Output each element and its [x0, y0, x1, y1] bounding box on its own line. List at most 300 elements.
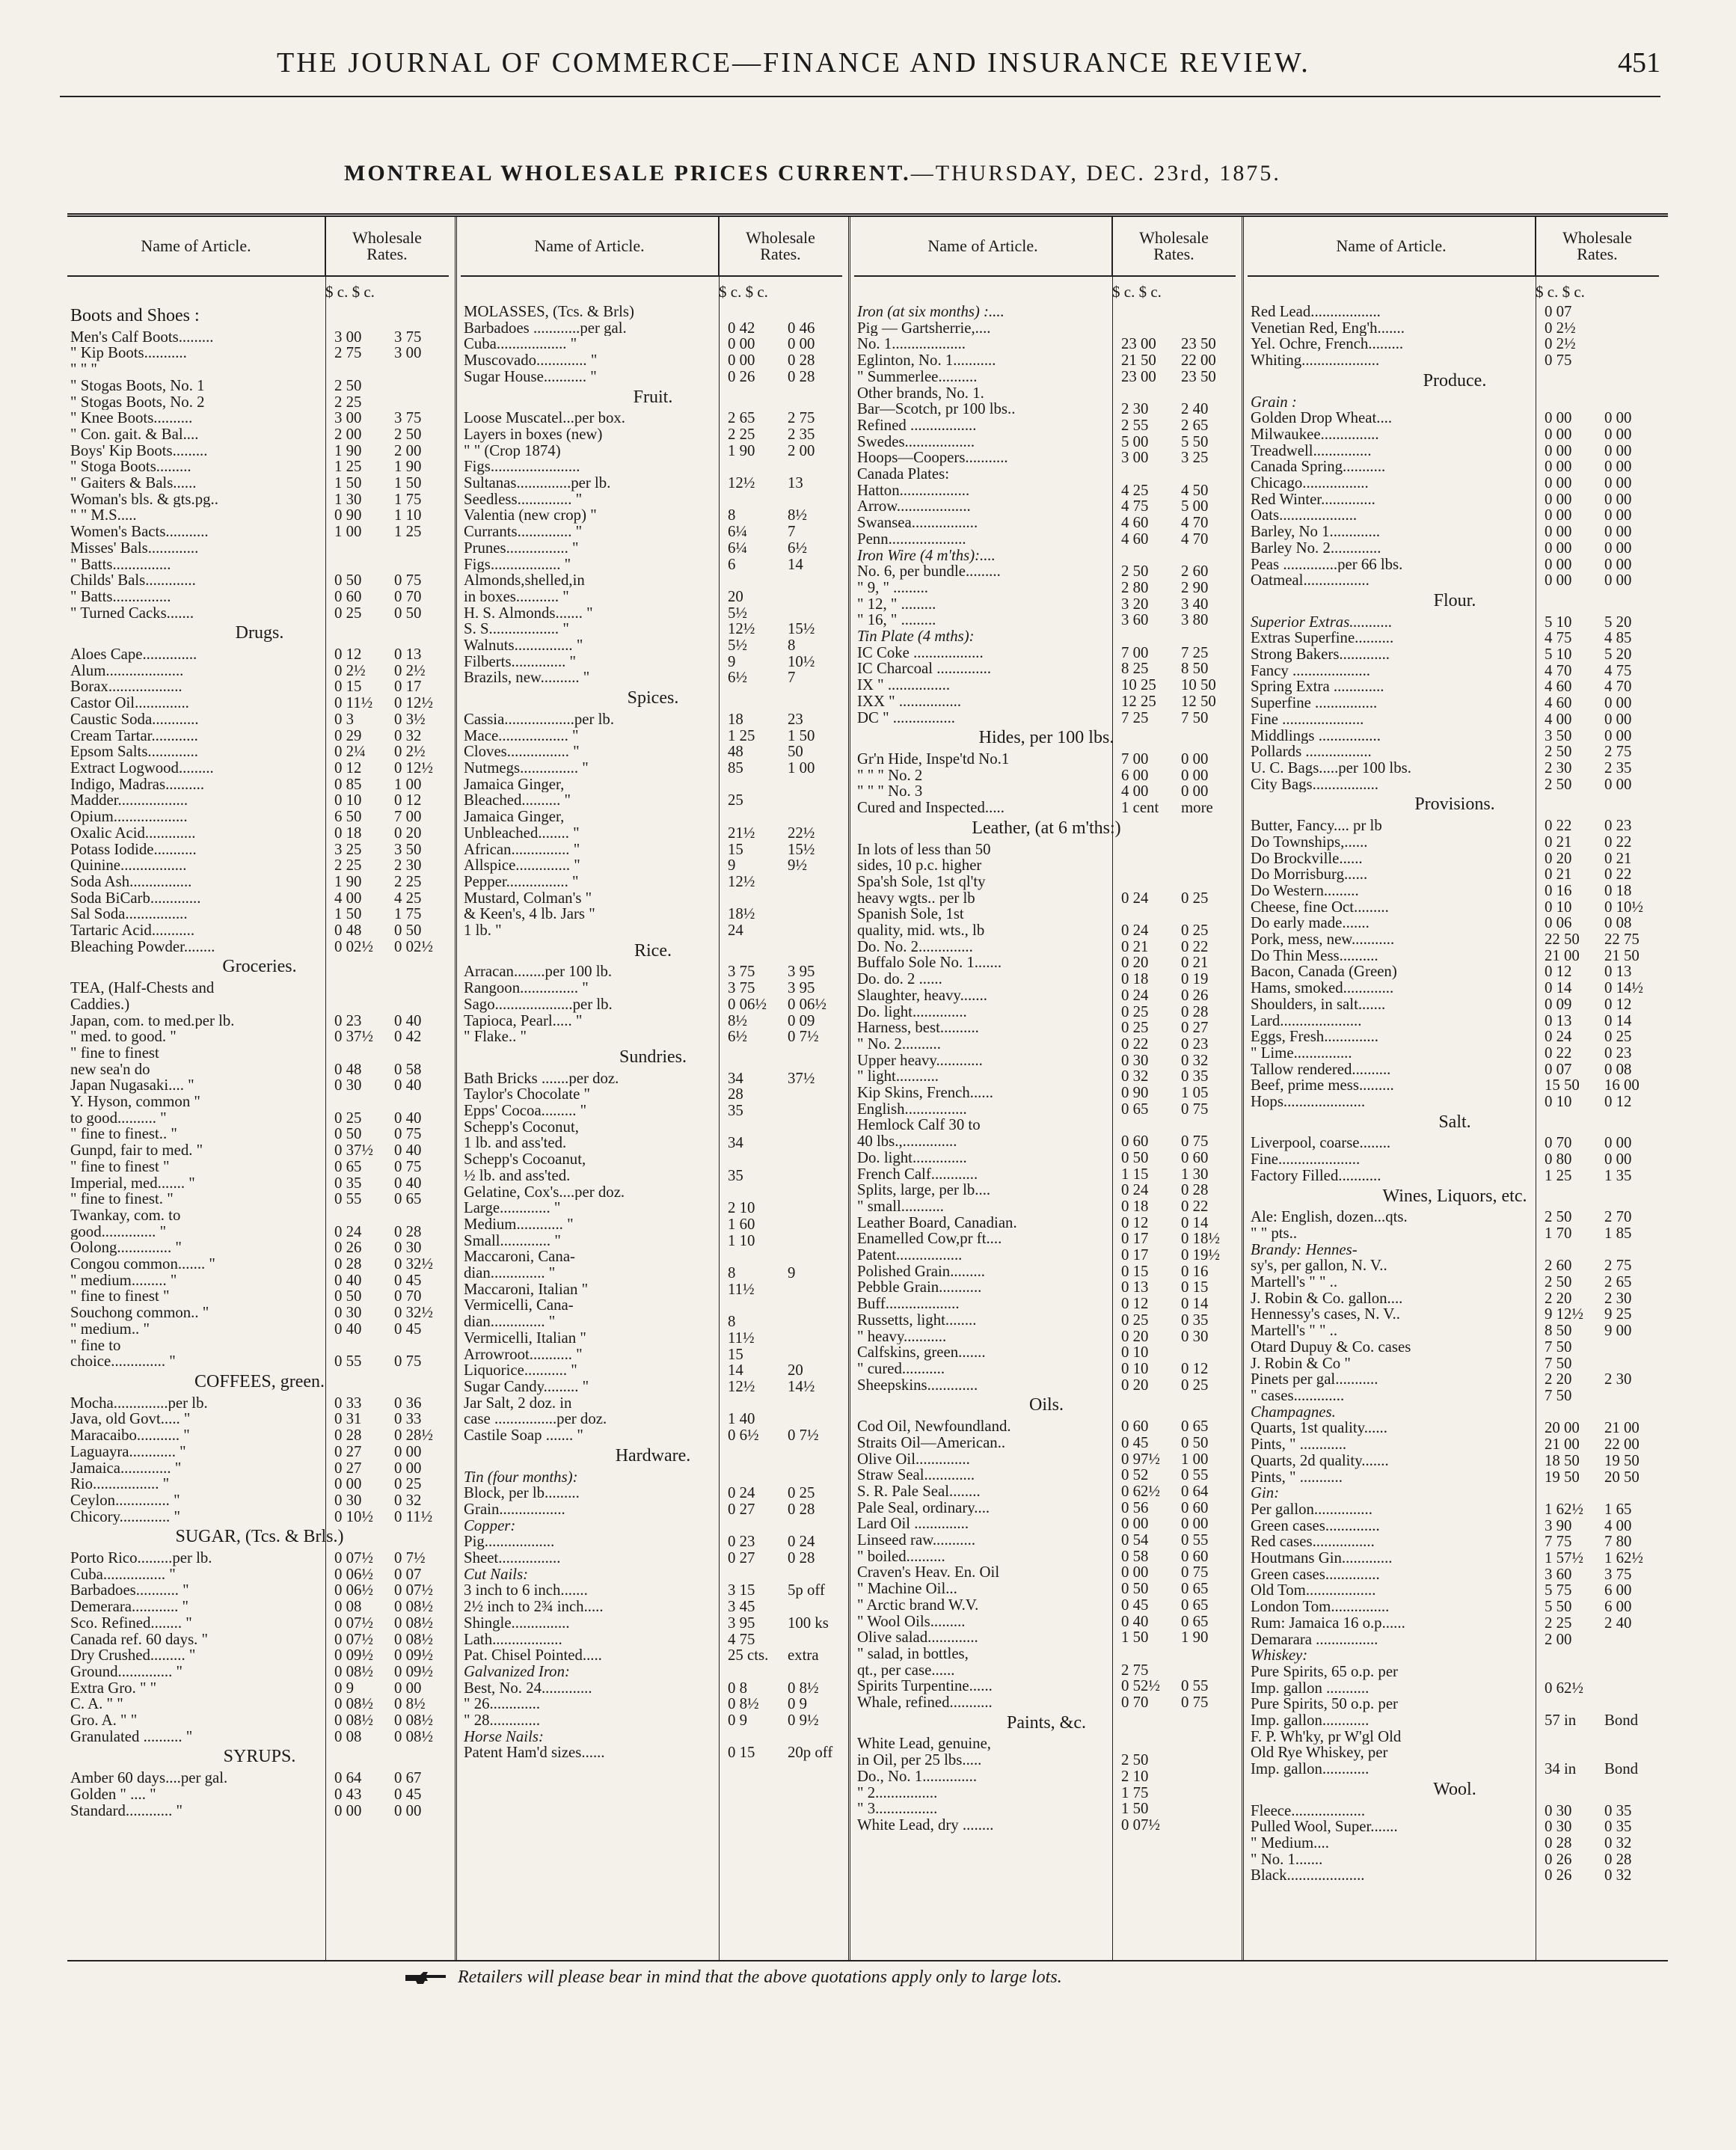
- rate-high: 0 14: [1181, 1295, 1209, 1313]
- rate-low: 2 60: [1545, 1257, 1572, 1275]
- rate-low: 0 00: [728, 335, 755, 353]
- rate-high: 1 30: [1181, 1165, 1209, 1183]
- rate-low: 15 50: [1545, 1076, 1580, 1094]
- rate-low: 0 12: [334, 759, 362, 777]
- article-name: Almonds,shelled,in: [464, 572, 585, 589]
- rate-high: 2 00: [394, 441, 422, 459]
- rate-low: 57 in: [1545, 1712, 1577, 1730]
- rate-low: 0 33: [334, 1394, 362, 1412]
- price-row: [67, 1615, 449, 1632]
- rate-high: 0 28½: [394, 1427, 433, 1445]
- price-row: [854, 874, 1236, 890]
- rate-high: 0 13: [1604, 963, 1632, 981]
- article-name: White Lead, dry ........: [857, 1816, 994, 1834]
- rate-low: [719, 1297, 788, 1314]
- price-row: [67, 1094, 449, 1110]
- article-name: F. P. Wh'ky, pr W'gl Old: [1251, 1728, 1402, 1745]
- rate-high: 0 32: [1604, 1866, 1632, 1884]
- rate-low: 0 85: [334, 775, 362, 793]
- article-name: IXX " ................: [857, 693, 962, 710]
- price-row: [461, 557, 842, 573]
- rate-low: 2 20: [1545, 1289, 1572, 1307]
- article-name: Green cases..............: [1251, 1517, 1380, 1534]
- rate-low: 2 55: [1121, 416, 1149, 434]
- article-name: " 26.............: [464, 1696, 541, 1713]
- article-name: Vermicelli, Italian ": [464, 1329, 586, 1347]
- price-row: [67, 1566, 449, 1583]
- rate-high: [788, 922, 842, 939]
- price-row: [67, 1550, 449, 1566]
- price-row: [1248, 1323, 1659, 1339]
- rate-low: 0 07: [1545, 1060, 1572, 1078]
- rate-low: 0 21: [1121, 937, 1149, 955]
- price-row: [854, 320, 1236, 337]
- article-name: " Lime...............: [1251, 1044, 1352, 1062]
- rate-high: 100 ks: [788, 1614, 829, 1632]
- rate-high: [788, 874, 842, 890]
- rate-low: 3 00: [334, 409, 362, 427]
- rate-low: 0 00: [1545, 425, 1572, 443]
- article-name: Hatton..................: [857, 482, 970, 499]
- rate-low: 14: [728, 1362, 743, 1379]
- price-row: [854, 596, 1236, 613]
- rate-low: 0 08: [334, 1598, 362, 1616]
- rate-low: 0 16: [1545, 881, 1572, 899]
- rate-low: 2 50: [1545, 775, 1572, 793]
- price-row: [854, 1036, 1236, 1053]
- article-name: Factory Filled...........: [1251, 1167, 1381, 1184]
- rate-low: 0 90: [1121, 1084, 1149, 1102]
- article-name: In lots of less than 50: [857, 841, 991, 858]
- rate-high: 21 00: [1604, 1419, 1640, 1437]
- article-name: Eggs, Fresh..............: [1251, 1029, 1378, 1045]
- price-row: [1248, 834, 1659, 851]
- price-row: [854, 645, 1236, 661]
- rate-high: [394, 361, 449, 378]
- price-row: [461, 1550, 842, 1566]
- rate-low: 0 2¼: [334, 743, 366, 761]
- rate-low: 0 10: [1121, 1344, 1149, 1362]
- article-name: Quarts, 2d quality.......: [1251, 1452, 1389, 1469]
- article-name: White Lead, genuine,: [857, 1736, 992, 1753]
- column-header: [461, 217, 842, 277]
- price-row: [1248, 1803, 1659, 1819]
- article-name: S. R. Pale Seal........: [857, 1483, 981, 1500]
- price-row: [1248, 1151, 1659, 1168]
- article-name: Eglinton, No. 1...........: [857, 352, 996, 369]
- article-name: in Oil, per 25 lbs.....: [857, 1752, 982, 1768]
- rate-high: [788, 1566, 842, 1583]
- price-row: [1248, 1013, 1659, 1029]
- rate-high: 2 35: [1604, 759, 1632, 777]
- rate-high: 0 75: [394, 1157, 422, 1175]
- article-name: Porto Rico.........per lb.: [70, 1550, 212, 1566]
- section-title: Wines, Liquors, etc.: [1382, 1186, 1527, 1206]
- rate-high: 0 35: [1181, 1311, 1209, 1329]
- rate-high: 6½: [788, 539, 807, 557]
- price-row: [67, 906, 449, 922]
- rates-column-rule: [1112, 217, 1113, 1960]
- price-row: [67, 1338, 449, 1354]
- rate-low: 2 25: [334, 857, 362, 875]
- price-row: [1248, 491, 1659, 508]
- price-row: [461, 1647, 842, 1664]
- article-name: Brazils, new.......... ": [464, 670, 590, 687]
- article-name: Barbadoes........... ": [70, 1582, 189, 1599]
- price-row: [854, 1215, 1236, 1231]
- rate-high: 0 65: [1181, 1596, 1209, 1614]
- rate-low: 0 08½: [334, 1695, 373, 1713]
- rate-high: [788, 1200, 842, 1216]
- price-row: [67, 1460, 449, 1477]
- price-row: [1248, 1729, 1659, 1745]
- price-row: [854, 783, 1236, 800]
- rate-low: 2 00: [1545, 1630, 1572, 1648]
- price-row: [461, 1680, 842, 1697]
- rate-high: 0 00: [1604, 694, 1632, 712]
- article-name: Cuba.................. ": [464, 336, 577, 353]
- rate-high: 15½: [788, 840, 815, 858]
- article-name: Twankay, com. to: [70, 1207, 181, 1224]
- article-name: Gro. A. " ": [70, 1712, 138, 1729]
- rate-low: 8: [728, 506, 736, 524]
- rate-high: [788, 1518, 842, 1534]
- article-name: & Keen's, 4 lb. Jars ": [464, 906, 595, 923]
- rate-high: [1181, 1752, 1236, 1768]
- rate-low: 0 06: [1545, 914, 1572, 932]
- article-name: Rangoon............... ": [464, 980, 589, 996]
- article-name: No. 6, per bundle.........: [857, 563, 1001, 580]
- rate-low: [1536, 1729, 1604, 1745]
- rate-high: 0 19: [1181, 970, 1209, 988]
- price-row: [461, 1362, 842, 1379]
- rate-high: 0 09½: [394, 1662, 433, 1680]
- article-name: Boys' Kip Boots.........: [70, 442, 208, 459]
- rate-low: 0 17: [1121, 1230, 1149, 1248]
- rate-low: 2 50: [1545, 743, 1572, 761]
- wholesale-rates-header: [1535, 217, 1659, 275]
- rate-low: 2 00: [334, 425, 362, 443]
- rate-low: 22 50: [1545, 931, 1580, 949]
- price-row: [67, 1126, 449, 1142]
- rates-header-line2: Rates.: [1153, 245, 1194, 263]
- price-row: [854, 336, 1236, 352]
- article-name: Granulated .......... ": [70, 1728, 193, 1745]
- rate-low: 0 21: [1545, 833, 1572, 851]
- rate-low: 28: [728, 1085, 743, 1103]
- rate-low: 0 07½: [334, 1630, 373, 1648]
- rate-low: [1112, 304, 1181, 320]
- article-name: " Medium....: [1251, 1834, 1329, 1852]
- price-row: [461, 1534, 842, 1550]
- article-name: Madder..................: [70, 792, 188, 809]
- rate-low: 0 2½: [1545, 335, 1576, 353]
- price-row: [854, 1801, 1236, 1817]
- rate-low: 0 08: [334, 1727, 362, 1745]
- price-row: [1248, 1045, 1659, 1062]
- article-name: " Stogas Boots, No. 2: [70, 393, 205, 411]
- section-heading: [461, 939, 842, 964]
- rate-low: 0 97½: [1121, 1450, 1160, 1468]
- rate-high: [1181, 1117, 1236, 1133]
- article-name: Dry Crushed......... ": [70, 1647, 196, 1664]
- price-row: [67, 890, 449, 907]
- article-name: " small...........: [857, 1198, 944, 1215]
- price-row: [67, 1664, 449, 1680]
- article-name: Pollards .................: [1251, 744, 1372, 760]
- article-name: Spring Extra .............: [1251, 679, 1384, 696]
- rate-low: [719, 1664, 788, 1680]
- rate-low: 4 75: [1545, 629, 1572, 647]
- rate-low: 4 00: [1545, 710, 1572, 728]
- article-name: Seedless.............. ": [464, 491, 583, 508]
- rate-low: 0 27: [728, 1549, 755, 1567]
- rate-high: 0 00: [1604, 555, 1632, 573]
- rate-high: [394, 378, 449, 394]
- rate-high: 0 75: [394, 1125, 422, 1143]
- rate-high: 0 50: [394, 922, 422, 940]
- price-row: [854, 677, 1236, 693]
- price-row: [854, 563, 1236, 580]
- article-name: " cured...........: [857, 1361, 945, 1377]
- price-row: [67, 825, 449, 842]
- rate-high: [1181, 1801, 1236, 1817]
- rate-low: 3 00: [1121, 449, 1149, 467]
- rate-high: 2 65: [1181, 416, 1209, 434]
- title-main: MONTREAL WHOLESALE PRICES CURRENT.: [344, 161, 911, 186]
- rate-high: 0 06½: [788, 995, 826, 1013]
- price-row: [854, 768, 1236, 784]
- rate-low: [1112, 466, 1181, 483]
- rate-high: [1181, 1736, 1236, 1752]
- price-row: [854, 1377, 1236, 1394]
- article-name: Maracaibo........... ": [70, 1427, 190, 1444]
- article-name: Pig..................: [464, 1534, 555, 1551]
- rate-high: [1604, 1632, 1659, 1648]
- article-name: S. S.................. ": [464, 621, 569, 638]
- price-row: [1248, 320, 1659, 337]
- wholesale-rates-header: [718, 217, 842, 275]
- article-name: Do. do. 2 ......: [857, 971, 942, 987]
- rate-low: [1112, 628, 1181, 645]
- article-name: Aloes Cape..............: [70, 646, 197, 663]
- rate-low: 25 cts.: [728, 1647, 769, 1664]
- article-name: new sea'n do: [70, 1061, 150, 1078]
- rate-high: [788, 890, 842, 907]
- rate-high: 0 75: [1181, 1100, 1209, 1118]
- article-name: 2½ inch to 2¾ inch.....: [464, 1599, 604, 1615]
- rate-low: 0 24: [1121, 922, 1149, 940]
- rate-high: 0 2½: [394, 743, 426, 761]
- rate-high: 15½: [788, 620, 815, 638]
- rate-low: 0 00: [1545, 506, 1572, 524]
- price-row: [67, 507, 449, 524]
- rate-high: 0 12: [1181, 1360, 1209, 1377]
- section-heading: [67, 1745, 449, 1770]
- title-date: —THURSDAY, DEC. 23rd, 1875.: [910, 161, 1281, 186]
- rate-high: 0 28: [1181, 1181, 1209, 1199]
- article-name: Gelatine, Cox's....per doz.: [464, 1183, 625, 1201]
- rate-low: 0 26: [728, 367, 755, 385]
- price-row: [67, 605, 449, 622]
- article-name: Epps' Cocoa......... ": [464, 1103, 587, 1119]
- price-row: [461, 922, 842, 939]
- section-title: Oils.: [1028, 1395, 1064, 1415]
- price-row: [461, 572, 842, 589]
- article-name: MOLASSES, (Tcs. & Brls): [464, 304, 634, 320]
- article-name: Cloves................ ": [464, 744, 580, 760]
- rate-low: [1536, 1242, 1604, 1258]
- rate-high: [1181, 304, 1236, 320]
- rate-high: 0 25: [1181, 922, 1209, 940]
- article-name: U. C. Bags.....per 100 lbs.: [1251, 759, 1411, 777]
- article-name: Oolong.............. ": [70, 1240, 182, 1257]
- article-name: Quarts, 1st quality......: [1251, 1420, 1387, 1437]
- footer-text: Retailers will please bear in mind that the above quotations apply only to large lots.: [458, 1967, 1062, 1987]
- rate-high: [1604, 1729, 1659, 1745]
- rate-high: 2 30: [394, 857, 422, 875]
- article-name: Iron Wire (4 m'ths):....: [857, 547, 996, 564]
- price-row: [854, 1768, 1236, 1785]
- price-row: [1248, 1371, 1659, 1388]
- article-name: Polished Grain.........: [857, 1263, 985, 1280]
- rate-high: 4 50: [1181, 481, 1209, 499]
- rate-high: 0 13: [394, 646, 422, 664]
- article-name: dian.............. ": [464, 1265, 556, 1281]
- rate-low: 8 50: [1545, 1322, 1572, 1340]
- rate-high: 0 75: [394, 572, 422, 589]
- rate-low: 1 30: [334, 490, 362, 508]
- price-row: [1248, 1077, 1659, 1094]
- article-name: No. 1...................: [857, 336, 966, 353]
- article-name: Iron (at six months) :....: [857, 304, 1005, 320]
- rate-low: [325, 1338, 394, 1354]
- rate-high: 4 70: [1181, 530, 1209, 548]
- article-name: Swedes..................: [857, 433, 975, 450]
- rate-high: 16 00: [1604, 1076, 1640, 1094]
- rate-low: 35: [728, 1102, 743, 1120]
- price-row: [854, 1296, 1236, 1312]
- article-name: Fleece...................: [1251, 1802, 1366, 1819]
- price-row: [67, 1175, 449, 1192]
- rate-high: 2 65: [1604, 1273, 1632, 1291]
- rate-low: 0 24: [1121, 986, 1149, 1004]
- rate-high: 0 67: [394, 1769, 422, 1787]
- price-row: [854, 800, 1236, 816]
- rate-low: 19 50: [1545, 1468, 1580, 1486]
- rate-low: 0 24: [728, 1484, 755, 1502]
- article-name: Woman's bls. & gts.pg..: [70, 491, 218, 508]
- rate-high: 0 28: [1604, 1850, 1632, 1868]
- rate-low: 0 06½: [334, 1581, 373, 1599]
- rate-high: 0 28: [788, 352, 815, 370]
- price-row: [1248, 507, 1659, 524]
- article-name: Misses' Bals.............: [70, 539, 199, 557]
- price-row: [854, 548, 1236, 564]
- rate-low: 0 70: [1545, 1134, 1572, 1152]
- section-title: Rice.: [634, 940, 672, 961]
- article-name: " salad, in bottles,: [857, 1645, 969, 1662]
- article-name: C. A. " ": [70, 1696, 123, 1713]
- rate-high: 0 19½: [1181, 1246, 1220, 1264]
- price-row: [854, 890, 1236, 907]
- rate-high: 0 08½: [394, 1712, 433, 1730]
- price-row: [67, 1321, 449, 1338]
- price-row: [461, 1233, 842, 1249]
- price-row: [461, 777, 842, 793]
- article-name: Lard Oil ..............: [857, 1516, 969, 1533]
- rate-low: 7 00: [1121, 643, 1149, 661]
- article-name: Cut Nails:: [464, 1566, 529, 1583]
- rate-low: 0 30: [334, 1076, 362, 1094]
- rate-low: 1 90: [728, 441, 755, 459]
- article-name: qt., per case......: [857, 1661, 955, 1679]
- rate-low: [719, 777, 788, 793]
- article-name: Canada ref. 60 days. ": [70, 1631, 209, 1648]
- rate-low: 0 23: [728, 1533, 755, 1551]
- price-row: [854, 1101, 1236, 1118]
- price-row: [461, 980, 842, 996]
- article-name: Castile Soap ....... ": [464, 1427, 583, 1444]
- rate-low: 2 50: [1121, 563, 1149, 581]
- column-separator: [1242, 217, 1244, 1960]
- rate-low: 6 00: [1121, 766, 1149, 784]
- price-row: [67, 1712, 449, 1729]
- rate-high: 1 75: [394, 905, 422, 923]
- article-name: Golden " .... ": [70, 1786, 156, 1803]
- price-row: [854, 304, 1236, 320]
- price-row: [461, 874, 842, 890]
- section-heading: [1248, 1110, 1659, 1136]
- rate-low: 9 12½: [1545, 1305, 1583, 1323]
- rate-high: 0 32: [1181, 1051, 1209, 1069]
- article-name: Horse Nails:: [464, 1728, 544, 1745]
- price-row: [1248, 1029, 1659, 1045]
- price-row: [67, 1110, 449, 1127]
- article-name: Calfskins, green.......: [857, 1344, 986, 1361]
- rate-high: 0 00: [1604, 572, 1632, 589]
- rate-high: 0 12: [1604, 1093, 1632, 1111]
- rate-high: 5 20: [1604, 646, 1632, 664]
- rate-low: 8½: [728, 1011, 747, 1029]
- article-name: Y. Hyson, common ": [70, 1094, 200, 1110]
- price-row: [461, 320, 842, 337]
- article-name: Castor Oil..............: [70, 695, 189, 711]
- rate-high: 2 50: [394, 425, 422, 443]
- price-row: [461, 964, 842, 980]
- rate-low: 0 48: [334, 1060, 362, 1078]
- price-row: [67, 394, 449, 411]
- rate-high: 5p off: [788, 1581, 825, 1599]
- rate-high: 0 00: [1604, 474, 1632, 492]
- section-heading: [461, 385, 842, 411]
- price-row: [67, 980, 449, 996]
- rate-low: 3 75: [728, 979, 755, 997]
- price-row: [1248, 1356, 1659, 1372]
- rate-low: 0 40: [334, 1320, 362, 1338]
- article-name: Harness, best..........: [857, 1020, 979, 1036]
- rate-high: 7 25: [1181, 643, 1209, 661]
- price-row: [67, 524, 449, 540]
- rate-low: 3 15: [728, 1581, 755, 1599]
- article-name: Pure Spirits, 65 o.p. per: [1251, 1663, 1398, 1680]
- rate-high: [1604, 304, 1659, 320]
- rate-high: Bond: [1604, 1760, 1639, 1778]
- article-name: Pints, " ...........: [1251, 1468, 1343, 1486]
- article-name: Strong Bakers.............: [1251, 646, 1390, 663]
- article-name: French Calf............: [857, 1166, 978, 1183]
- rate-low: 5 10: [1545, 613, 1572, 631]
